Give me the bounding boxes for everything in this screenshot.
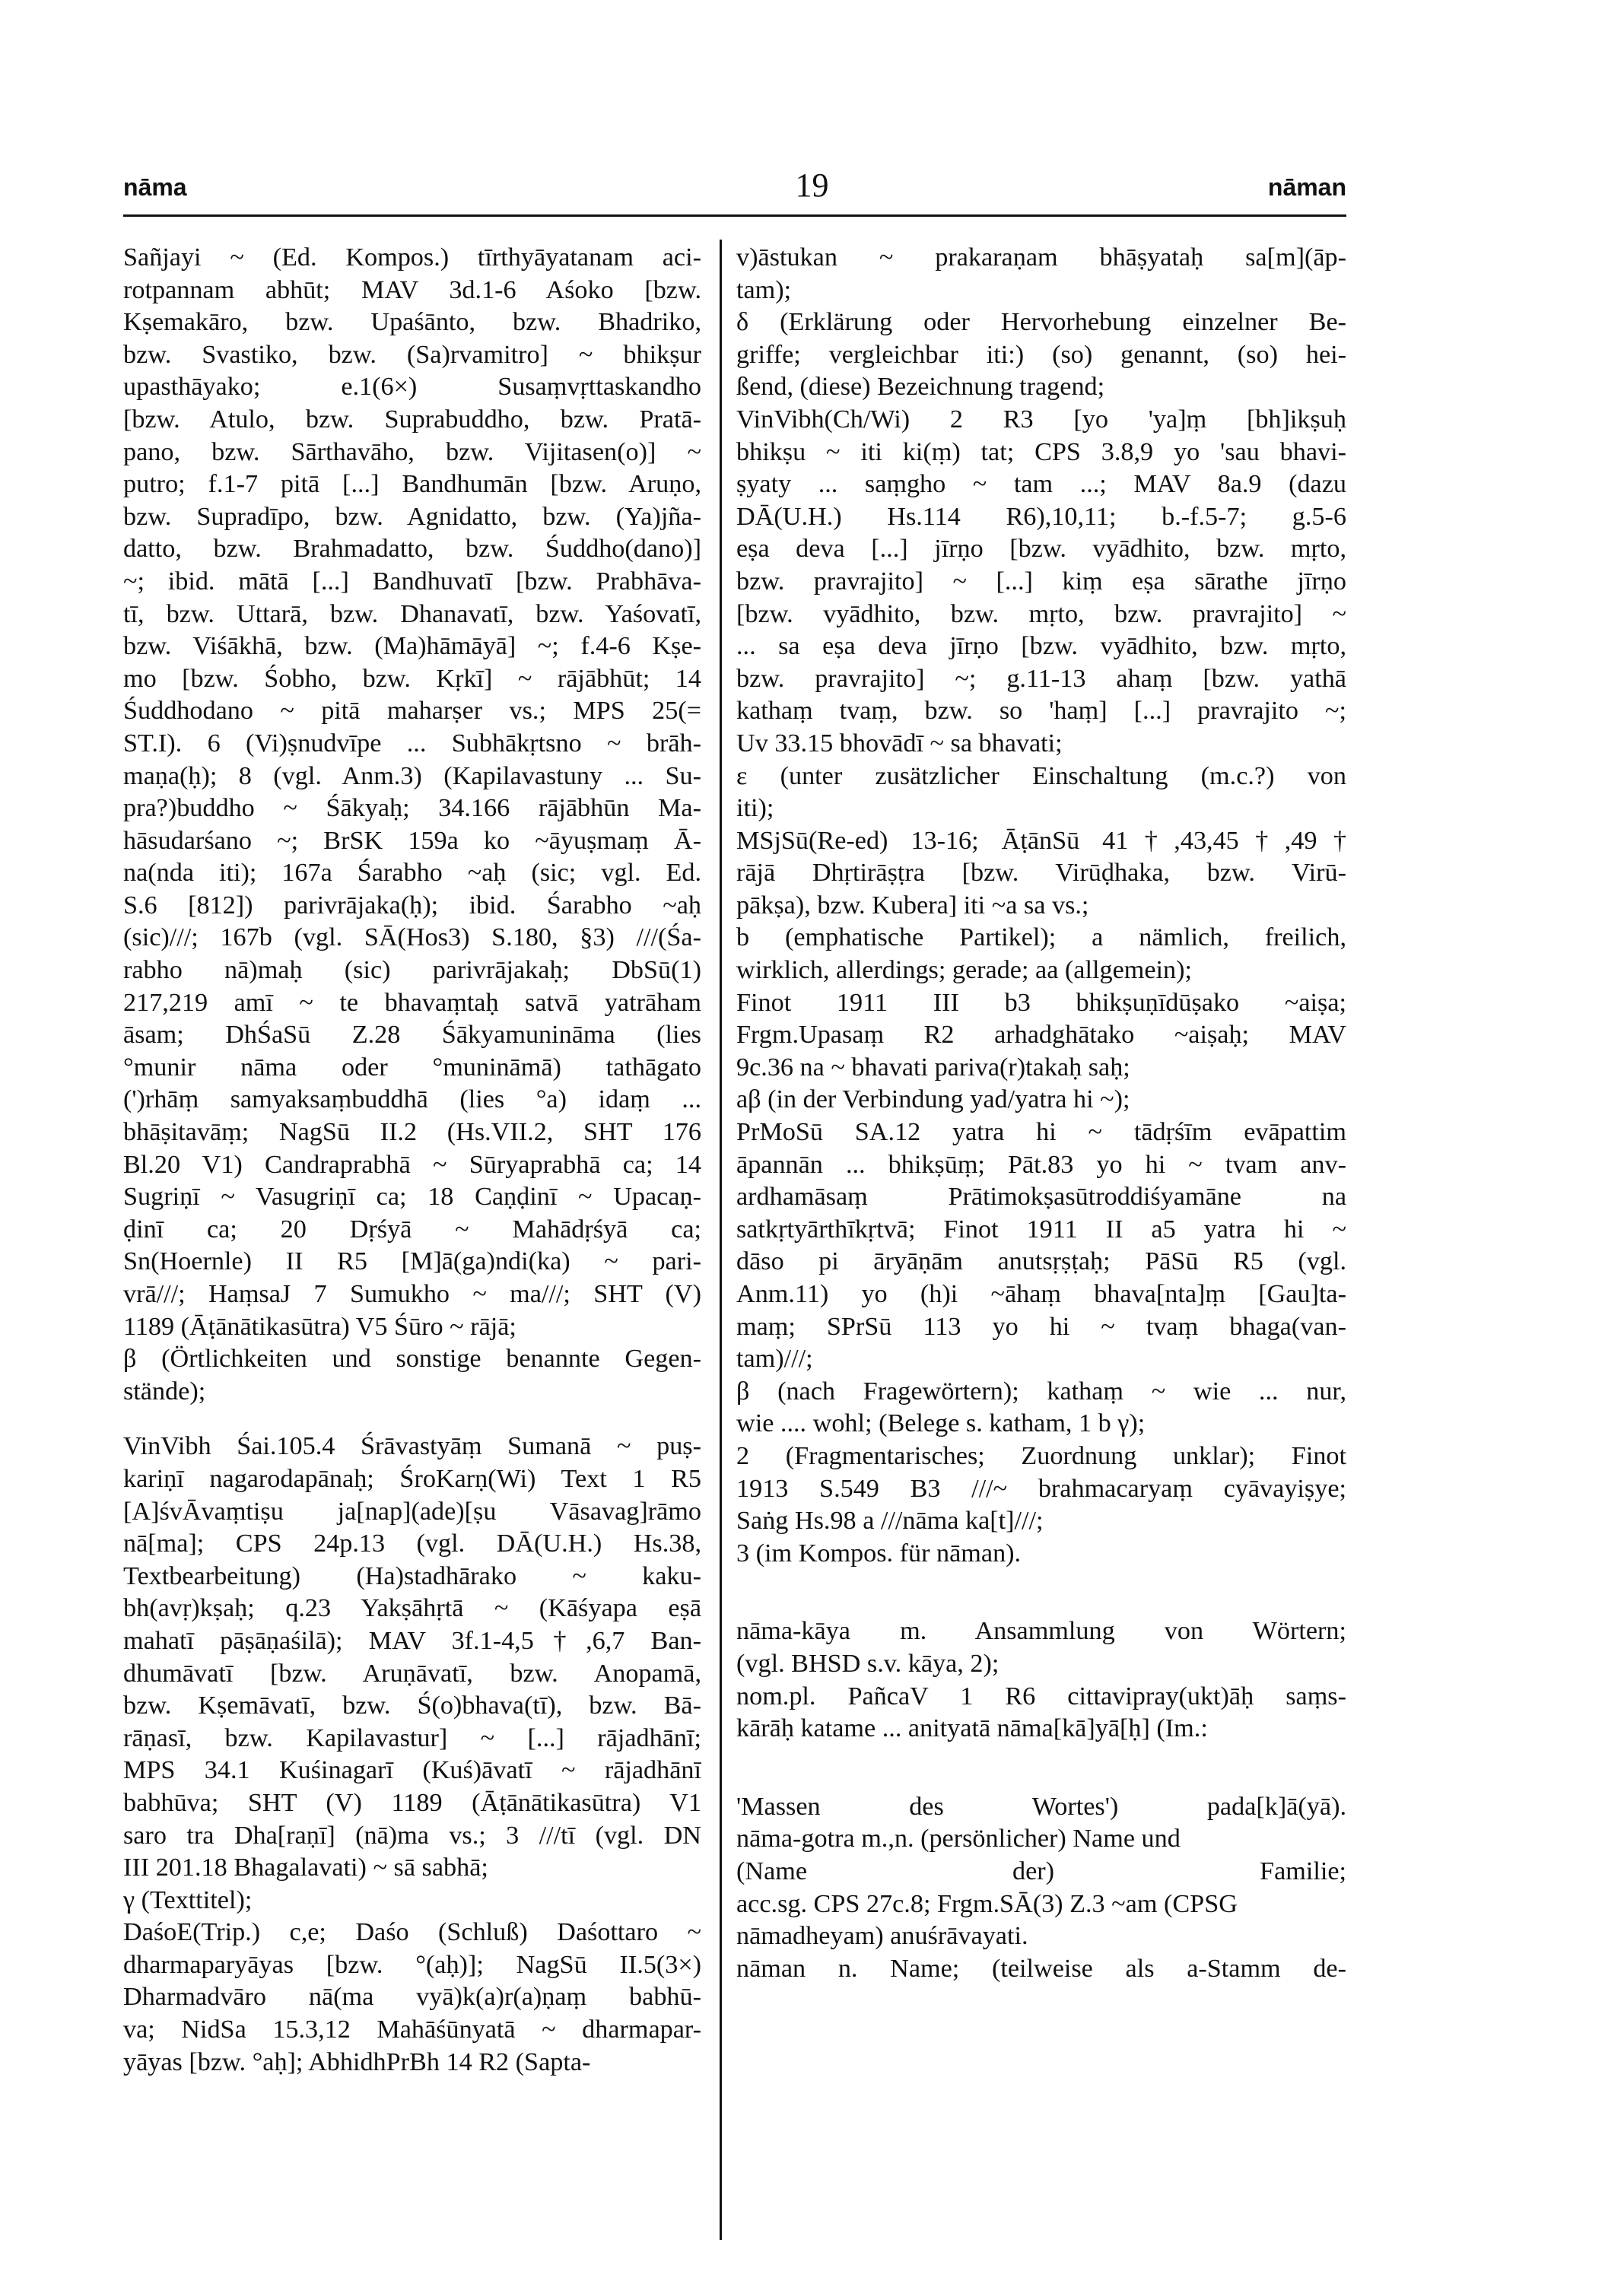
text-line: ardhamāsaṃ Prātimokṣasūtroddiśyamāne na: [736, 1183, 1346, 1212]
text-line: wirklich, allerdings; gerade; aa (allgemein);: [736, 956, 1192, 985]
text-line: ST.I). 6 (Vi)ṣnudvīpe ... Subhākṛtsno ~ brāh-: [123, 729, 701, 758]
text-line: Textbearbeitung) (Ha)stadhārako ~ kaku-: [123, 1561, 701, 1590]
text-line: v)āstukan ~ prakaraṇam bhāṣyataḥ sa[m](āp-: [736, 243, 1346, 272]
text-line: [bzw. Atulo, bzw. Suprabuddho, bzw. Pratā-: [123, 405, 701, 434]
text-line: PrMoSū SA.12 yatra hi ~ tādṛśīm evāpattim: [736, 1118, 1346, 1147]
text-line: (sic)///; 167b (vgl. SĀ(Hos3) S.180, §3) ///(Śa-: [123, 923, 701, 952]
text-line: 3 (im Kompos. für nāman).: [736, 1539, 1022, 1568]
text-line: griffe; vergleichbar iti:) (so) genannt, (so) hei-: [736, 340, 1346, 369]
text-line: mahatī pāṣāṇaśilā); MAV 3f.1-4,5†,6,7 Ban-: [123, 1626, 701, 1655]
text-line: āsam; DhŚaSū Z.28 Śākyamunināma (lies: [123, 1021, 701, 1050]
text-line: nom.pl. PañcaV 1 R6 cittavipray(ukt)āḥ saṃs-: [736, 1682, 1346, 1710]
text-line: bhāṣitavāṃ; NagSū II.2 (Hs.VII.2, SHT 176: [123, 1118, 701, 1147]
text-line: bzw. Supradīpo, bzw. Agnidatto, bzw. (Ya)jña-: [123, 502, 701, 531]
text-line: γ (Texttitel);: [123, 1885, 253, 1914]
text-line: (vgl. BHSD s.v. kāya, 2);: [736, 1649, 1000, 1678]
text-line: bzw. Viśākhā, bzw. (Ma)hāmāyā] ~; f.4-6 Kṣe-: [123, 632, 701, 661]
text-line: Kṣemakāro, bzw. Upaśānto, bzw. Bhadriko,: [123, 308, 701, 337]
text-line: tam);: [736, 275, 792, 304]
text-line: 1913 S.549 B3 ///~ brahmacaryaṃ cyāvayiṣye;: [736, 1474, 1346, 1503]
text-line: DaśoE(Trip.) c,e; Daśo (Schluß) Daśottaro ~: [123, 1918, 701, 1947]
text-line: S.6 [812]) parivrājaka(ḥ); ibid. Śarabho ~aḥ: [123, 891, 701, 920]
text-line: bhikṣu ~ iti ki(ṃ) tat; CPS 3.8,9 yo 'sau bhavi-: [736, 437, 1346, 466]
text-line: 217,219 amī ~ te bhavaṃtaḥ satvā yatrāham: [123, 988, 701, 1017]
text-line: ~; ibid. mātā [...] Bandhuvatī [bzw. Prabhāva-: [123, 567, 701, 596]
text-line: upasthāyako; e.1(6×) Susaṃvṛttaskandho: [123, 373, 701, 402]
text-line: kariṇī nagarodapānaḥ; ŚroKarṇ(Wi) Text 1 R5: [123, 1464, 701, 1493]
column-divider: [720, 240, 722, 2240]
text-line: bh(avṛ)kṣaḥ; q.23 Yakṣāhṛtā ~ (Kāśyapa eṣā: [123, 1594, 701, 1623]
text-line: tī, bzw. Uttarā, bzw. Dhanavatī, bzw. Yaśovatī,: [123, 599, 701, 628]
text-line: MSjSū(Re-ed) 13-16; ĀṭānSū 41†,43,45†,49†: [736, 826, 1346, 855]
page-number: 19: [795, 167, 829, 204]
text-line: (')rhāṃ samyaksaṃbuddhā (lies °a) idaṃ ...: [123, 1085, 701, 1114]
text-line: δ (Erklärung oder Hervorhebung einzelner Be-: [736, 308, 1346, 337]
text-line: Sañjayi ~ (Ed. Kompos.) tīrthyāyatanam aci-: [123, 243, 701, 272]
paragraph-gap: [123, 1408, 701, 1431]
text-line: tam)///;: [736, 1345, 813, 1374]
text-line: pra?)buddho ~ Śākyaḥ; 34.166 rājābhūn Ma-: [123, 794, 701, 823]
text-line: putro; f.1-7 pitā [...] Bandhumān [bzw. Aruṇo,: [123, 470, 701, 499]
text-line: Saṅg Hs.98 a ///nāma ka[t]///;: [736, 1507, 1044, 1536]
text-line: bzw. Svastiko, bzw. (Sa)rvamitro] ~ bhikṣur: [123, 340, 701, 369]
text-line: °munir nāma oder °munināmā) tathāgato: [123, 1053, 701, 1082]
entry-gap: [736, 1745, 1346, 1791]
text-line: mo [bzw. Śobho, bzw. Kṛkī] ~ rājābhūt; 14: [123, 664, 701, 693]
text-line: bzw. Kṣemāvatī, bzw. Ś(o)bhava(tī), bzw. Bā-: [123, 1691, 701, 1720]
text-line: acc.sg. CPS 27c.8; Frgm.SĀ(3) Z.3 ~am (CPSG: [736, 1889, 1238, 1918]
text-line: [bzw. vyādhito, bzw. mṛto, bzw. pravrajito] ~: [736, 599, 1346, 628]
text-line: β (Örtlichkeiten und sonstige benannte Gegen-: [123, 1345, 701, 1374]
text-line: nā[ma]; CPS 24p.13 (vgl. DĀ(U.H.) Hs.38,: [123, 1529, 701, 1558]
text-line: Dharmadvāro nā(ma vyā)k(a)r(a)ṇaṃ babhū-: [123, 1983, 701, 2012]
text-line: rabho nā)maḥ (sic) parivrājakaḥ; DbSū(1): [123, 956, 701, 985]
text-line: hāsudarśano ~; BrSK 159a ko ~āyuṣmaṃ Ā-: [123, 826, 701, 855]
text-line: dharmaparyāyas [bzw. °(aḥ)]; NagSū II.5(3×): [123, 1950, 701, 1979]
text-line: 9c.36 na ~ bhavati pariva(r)takaḥ saḥ;: [736, 1053, 1130, 1082]
text-line: III 201.18 Bhagalavati) ~ sā sabhā;: [123, 1853, 488, 1882]
left-column: [123, 242, 701, 2079]
text-line: rājā Dhṛtirāṣṭra [bzw. Virūḍhaka, bzw. Virū-: [736, 859, 1346, 888]
text-line: maṃ; SPrSū 113 yo hi ~ tvaṃ bhaga(van-: [736, 1312, 1346, 1341]
text-line: ... sa eṣa deva jīrṇo [bzw. vyādhito, bzw. mṛto,: [736, 632, 1346, 661]
text-line: rotpannam abhūt; MAV 3d.1-6 Aśoko [bzw.: [123, 275, 701, 304]
text-line: nāma-gotra m.,n. (persönlicher) Name und: [736, 1825, 1181, 1853]
text-line: datto, bzw. Brahmadatto, bzw. Śuddho(dano)]: [123, 535, 701, 564]
text-line: β (nach Fragewörtern); kathaṃ ~ wie ... nur,: [736, 1377, 1346, 1406]
entry-gap: [736, 1570, 1346, 1615]
text-line: satkṛtyārthīkṛtvā; Finot 1911 II a5 yatra hi ~: [736, 1215, 1346, 1244]
text-line: va; NidSa 15.3,12 Mahāśūnyatā ~ dharmapar-: [123, 2015, 701, 2044]
text-line: bzw. pravrajito] ~; g.11-13 ahaṃ [bzw. yathā: [736, 664, 1346, 693]
text-line: b (emphatische Partikel); a nämlich, freilich,: [736, 923, 1346, 952]
running-head-right: nāman: [1267, 173, 1346, 201]
text-line: stände);: [123, 1377, 206, 1406]
text-line: maṇa(ḥ); 8 (vgl. Anm.3) (Kapilavastuny ... Su-: [123, 761, 701, 790]
text-line: ḍinī ca; 20 Dṛśyā ~ Mahādṛśyā ca;: [123, 1215, 701, 1244]
text-line: (Name der) Familie;: [736, 1857, 1346, 1885]
text-line: Uv 33.15 bhovādī ~ sa bhavati;: [736, 729, 1063, 758]
text-line: Anm.11) yo (h)i ~āhaṃ bhava[nta]ṃ [Gau]ta-: [736, 1280, 1346, 1308]
text-line: pākṣa), bzw. Kubera] iti ~a sa vs.;: [736, 891, 1089, 920]
text-line: kathaṃ tvaṃ, bzw. so 'haṃ] [...] pravrajito ~;: [736, 697, 1346, 726]
text-line: pano, bzw. Sārthavāho, bzw. Vijitasen(o)] ~: [123, 437, 701, 466]
running-head-left: nāma: [123, 173, 187, 201]
text-line: VinVibh Śai.105.4 Śrāvastyāṃ Sumanā ~ puṣ-: [123, 1432, 701, 1461]
text-line: nāma-kāya m. Ansammlung von Wörtern;: [736, 1617, 1346, 1646]
text-line: Sugriṇī ~ Vasugriṇī ca; 18 Caṇḍinī ~ Upacaṇ-: [123, 1183, 701, 1212]
text-line: Bl.20 V1) Candraprabhā ~ Sūryaprabhā ca; 14: [123, 1150, 701, 1179]
text-line: dhumāvatī [bzw. Aruṇāvatī, bzw. Anopamā,: [123, 1659, 701, 1688]
text-line: [A]śvĀvaṃtiṣu ja[nap](ade)[ṣu Vāsavag]rāmo: [123, 1497, 701, 1526]
text-line: DĀ(U.H.) Hs.114 R6),10,11; b.-f.5-7; g.5-6: [736, 502, 1346, 531]
text-line: na(nda iti); 167a Śarabho ~aḥ (sic; vgl. Ed.: [123, 859, 701, 888]
text-line: 'Massen des Wortes') pada[k]ā(yā).: [736, 1792, 1346, 1821]
text-line: ṣyaty ... saṃgho ~ tam ...; MAV 8a.9 (dazu: [736, 470, 1346, 499]
text-line: vrā///; HaṃsaJ 7 Sumukho ~ ma///; SHT (V): [123, 1280, 701, 1308]
text-line: dāso pi āryāṇām anutsṛṣṭaḥ; PāSū R5 (vgl.: [736, 1247, 1346, 1276]
text-line: babhūva; SHT (V) 1189 (Āṭānātikasūtra) V1: [123, 1788, 701, 1817]
text-line: nāman n. Name; (teilweise als a-Stamm de-: [736, 1954, 1346, 1983]
header-rule: [123, 214, 1346, 217]
text-line: saro tra Dha[raṇī] (nā)ma vs.; 3 ///tī (vgl. DN: [123, 1821, 701, 1850]
text-line: Frgm.Upasaṃ R2 arhadghātako ~aiṣaḥ; MAV: [736, 1021, 1346, 1050]
text-line: wie .... wohl; (Belege s. katham, 1 b γ);: [736, 1409, 1146, 1438]
text-line: MPS 34.1 Kuśinagarī (Kuś)āvatī ~ rājadhānī: [123, 1756, 701, 1785]
text-line: VinVibh(Ch/Wi) 2 R3 [yo 'ya]ṃ [bh]ikṣuḥ: [736, 405, 1346, 434]
text-line: iti);: [736, 794, 774, 823]
text-line: Śuddhodano ~ pitā maharṣer vs.; MPS 25(=: [123, 697, 701, 726]
text-line: āpannān ... bhikṣūṃ; Pāt.83 yo hi ~ tvam anv-: [736, 1150, 1346, 1179]
text-line: nāmadheyam) anuśrāvayati.: [736, 1922, 1028, 1951]
text-line: bzw. pravrajito] ~ [...] kiṃ eṣa sārathe jīrṇo: [736, 567, 1346, 596]
text-line: eṣa deva [...] jīrṇo [bzw. vyādhito, bzw. mṛto,: [736, 535, 1346, 564]
text-line: 1189 (Āṭānātikasūtra) V5 Śūro ~ rājā;: [123, 1312, 516, 1341]
text-line: kārāḥ katame ... anityatā nāma[kā]yā[ḥ] (Im.:: [736, 1714, 1208, 1743]
text-line: Finot 1911 III b3 bhikṣuṇīdūṣako ~aiṣa;: [736, 988, 1346, 1017]
text-line: Sn(Hoernle) II R5 [M]ā(ga)ndi(ka) ~ pari-: [123, 1247, 701, 1276]
text-line: aβ (in der Verbindung yad/yatra hi ~);: [736, 1085, 1130, 1114]
text-line: rāṇasī, bzw. Kapilavastur] ~ [...] rājadhānī;: [123, 1723, 701, 1752]
text-line: yāyas [bzw. °aḥ]; AbhidhPrBh 14 R2 (Sapta-: [123, 2047, 591, 2076]
text-line: ßend, (diese) Bezeichnung tragend;: [736, 373, 1105, 402]
right-column: [736, 242, 1346, 1985]
text-line: 2 (Fragmentarisches; Zuordnung unklar); Finot: [736, 1441, 1346, 1470]
text-line: ε (unter zusätzlicher Einschaltung (m.c.?) von: [736, 761, 1346, 790]
